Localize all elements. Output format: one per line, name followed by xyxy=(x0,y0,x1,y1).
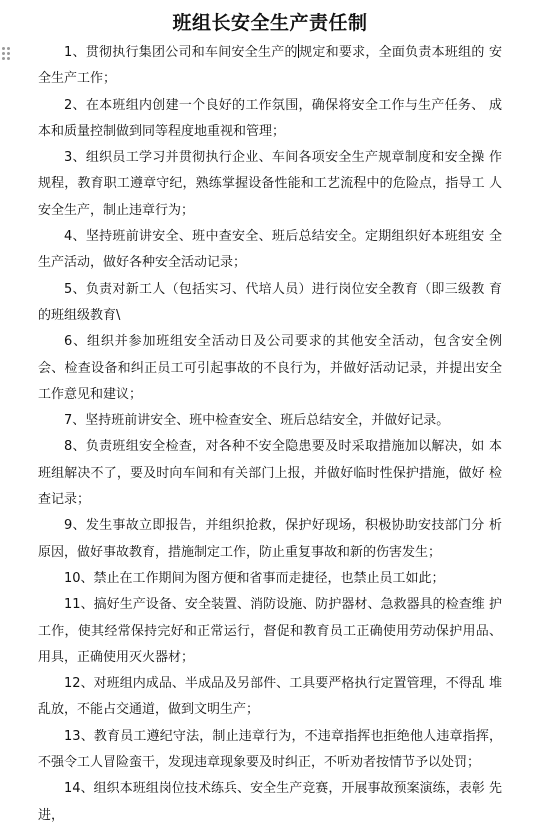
paragraph-11: 11、搞好生产设备、安全装置、消防设施、防护器材、急救器具的检查维 护工作，使其经常保持完好和正常运行，督促和教育员工正确使用劳动保护用品、用具，正确使用灭火器材； xyxy=(38,597,502,665)
paragraph-1 xyxy=(38,40,502,93)
paragraph-2: 2、在本班组内创建一个良好的工作氛围，确保将安全工作与生产任务、 成本和质量控制做到同等程度地重视和管理； xyxy=(38,97,502,139)
paragraph-3: 3、组织员工学习并贯彻执行企业、车间各项安全生产规章制度和安全操 作规程，教育职工遵章守纪，熟练掌握设备性能和工艺流程中的危险点，指导工 人安全生产，制止违章行为； xyxy=(38,150,502,218)
drag-handle-icon[interactable] xyxy=(2,47,10,63)
paragraph-14: 14、组织本班组岗位技术练兵、安全生产竞赛，开展事故预案演练，表彰 先进， xyxy=(38,781,502,823)
paragraph-5: 5、负责对新工人（包括实习、代培人员）进行岗位安全教育（即三级教 育的班组级教育\ xyxy=(38,281,502,323)
paragraph-12: 12、对班组内成品、半成品及另部件、工具要严格执行定置管理，不得乱 堆乱放，不能占交通道，做到文明生产； xyxy=(38,676,502,718)
paragraph-7: 7、坚持班前讲安全、班中检查安全、班后总结安全，并做好记录。 xyxy=(64,413,450,429)
paragraph-6: 6、组织并参加班组安全活动日及公司要求的其他安全活动，包含安全例 会、检查设备和纠正员工可引起事故的不良行为，并做好活动记录，并提出安全 工作意见和建议； xyxy=(38,334,502,402)
paragraph-1-text-before-cursor: 1、贯彻执行集团公司和车间安全生产的 xyxy=(64,45,298,60)
paragraph-4: 4、坚持班前讲安全、班中查安全、班后总结安全。定期组织好本班组安 全生产活动，做好各种安全活动记录； xyxy=(38,229,502,271)
paragraph-8: 8、负责班组安全检查，对各种不安全隐患要及时采取措施加以解决，如 本班组解决不了，要及时向车间和有关部门上报，并做好临时性保护措施，做好 检查记录； xyxy=(38,439,502,508)
paragraph-13: 13、教育员工遵纪守法，制止违章行为，不违章指挥也拒绝他人违章指挥，不强令工人冒险蛮干，发现违章现象要及时纠正，不听劝者按情节予以处罚； xyxy=(38,728,502,771)
document-title: 班组长安全生产责任制 xyxy=(172,12,368,34)
paragraph-9: 9、发生事故立即报告，并组织抢救，保护好现场，积极协助安技部门分 析原因，做好事故教育，措施制定工作，防止重复事故和新的伤害发生； xyxy=(38,518,502,560)
paragraph-10: 10、禁止在工作期间为图方便和省事而走捷径，也禁止员工如此； xyxy=(64,570,445,586)
paragraph-1-text-after-cursor: 规定和要求，全面负责本班组的 安全生产工作； xyxy=(38,45,502,87)
document-body[interactable] xyxy=(38,40,502,829)
